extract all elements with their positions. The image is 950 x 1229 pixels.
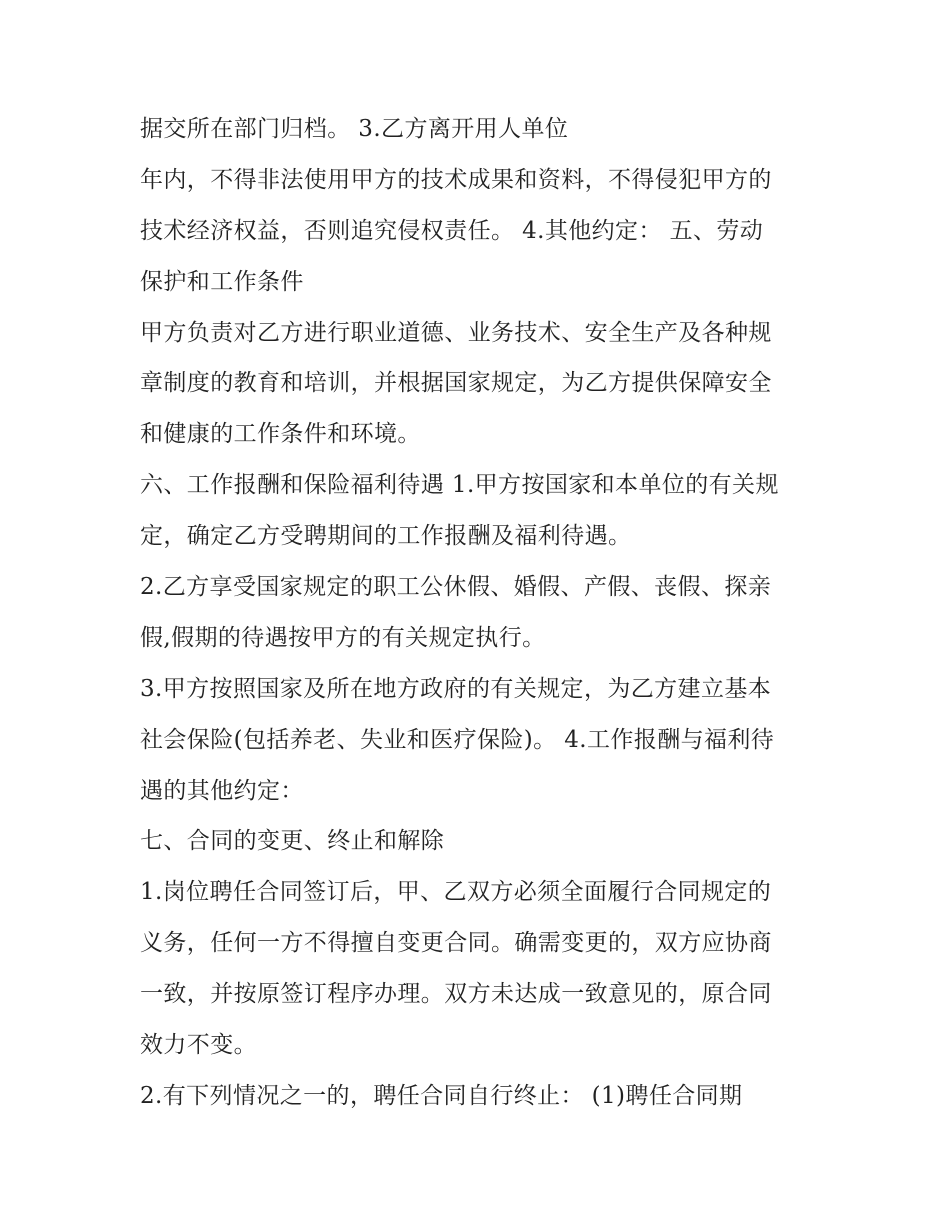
text-line: 年内，不得非法使用甲方的技术成果和资料，不得侵犯甲方的 bbox=[140, 166, 772, 193]
text-line: 甲方负责对乙方进行职业道德、业务技术、安全生产及各种规 bbox=[140, 319, 772, 346]
body-text bbox=[140, 104, 820, 1122]
text-line: 遇的其他约定： bbox=[140, 777, 304, 804]
text-line: 社会保险(包括养老、失业和医疗保险)。 4.工作报酬与福利待 bbox=[140, 726, 775, 753]
text-line: 3.甲方按照国家及所在地方政府的有关规定，为乙方建立基本 bbox=[140, 675, 772, 702]
text-line: 七、合同的变更、终止和解除 bbox=[140, 828, 445, 855]
text-line: 保护和工作条件 bbox=[140, 268, 304, 295]
text-line: 技术经济权益，否则追究侵权责任。 4.其他约定： 五、劳动 bbox=[140, 217, 764, 244]
text-line: 一致，并按原签订程序办理。双方未达成一致意见的，原合同 bbox=[140, 981, 772, 1008]
text-line: 义务，任何一方不得擅自变更合同。确需变更的，双方应协商 bbox=[140, 930, 772, 957]
text-line: 六、工作报酬和保险福利待遇 1.甲方按国家和本单位的有关规 bbox=[140, 472, 779, 499]
text-line: 假,假期的待遇按甲方的有关规定执行。 bbox=[140, 624, 546, 651]
text-line: 1.岗位聘任合同签订后，甲、乙双方必须全面履行合同规定的 bbox=[140, 879, 772, 906]
text-line: 章制度的教育和培训，并根据国家规定，为乙方提供保障安全 bbox=[140, 370, 772, 397]
text-line: 据交所在部门归档。 3.乙方离开用人单位 bbox=[140, 116, 569, 142]
text-line: 2.有下列情况之一的，聘任合同自行终止： (1)聘任合同期 bbox=[140, 1082, 743, 1109]
text-line: 2.乙方享受国家规定的职工公休假、婚假、产假、丧假、探亲 bbox=[140, 574, 772, 601]
text-line: 定，确定乙方受聘期间的工作报酬及福利待遇。 bbox=[140, 523, 632, 550]
text-line: 效力不变。 bbox=[140, 1032, 257, 1059]
text-line: 和健康的工作条件和环境。 bbox=[140, 421, 421, 448]
